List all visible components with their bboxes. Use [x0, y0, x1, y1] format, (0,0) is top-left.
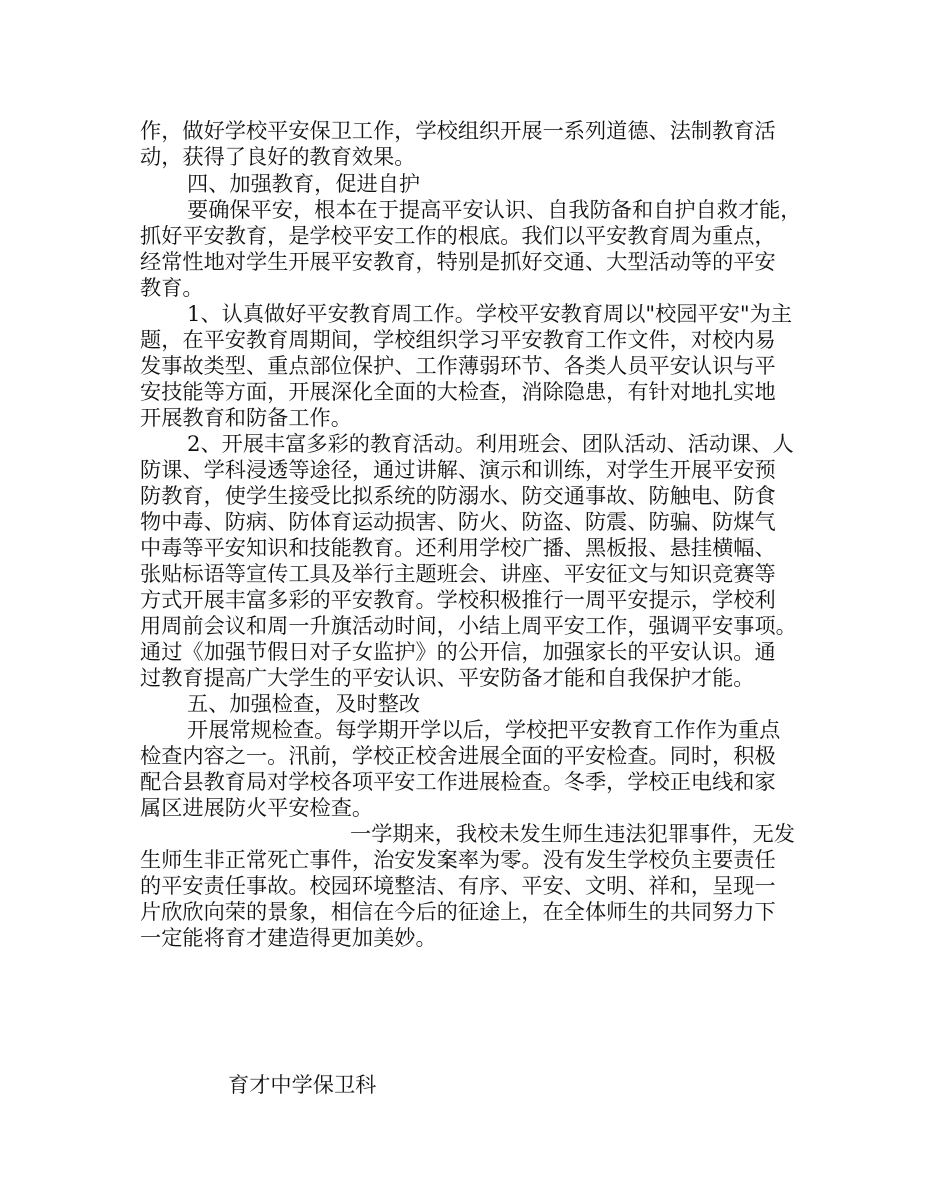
text-line: 2、开展丰富多彩的教育活动。利用班会、团队活动、活动课、人	[187, 431, 794, 456]
text-line: 方式开展丰富多彩的平安教育。学校积极推行一周平安提示，学校利	[140, 587, 776, 612]
text-line: 防教育，使学生接受比拟系统的防溺水、防交通事故、防触电、防食	[140, 483, 776, 508]
text-line: 开展常规检查。每学期开学以后，学校把平安教育工作作为重点	[187, 717, 781, 742]
text-line: 过教育提高广大学生的平安认识、平安防备才能和自我保护才能。	[140, 665, 755, 690]
text-line: 抓好平安教育，是学校平安工作的根底。我们以平安教育周为重点，	[140, 223, 776, 248]
text-line: 属区进展防火平安检查。	[140, 795, 374, 820]
text-line: 要确保平安，根本在于提高平安认识、自我防备和自护自救才能，	[187, 197, 802, 222]
text-line: 发事故类型、重点部位保护、工作薄弱环节、各类人员平安认识与平	[140, 353, 776, 378]
text-line: 教育。	[140, 275, 204, 300]
text-line: 1、认真做好平安教育周工作。学校平安教育周以"校园平安"为主	[187, 301, 793, 326]
text-line: 用周前会议和周一升旗活动时间，小结上周平安工作，强调平安事项。	[140, 613, 797, 638]
text-line: 张贴标语等宣传工具及举行主题班会、讲座、平安征文与知识竞赛等	[140, 561, 776, 586]
section-heading: 四、加强教育，促进自护	[187, 171, 421, 196]
text-line: 题，在平安教育周期间，学校组织学习平安教育工作文件，对校内易	[140, 327, 776, 352]
signature: 育才中学保卫科	[228, 1072, 377, 1097]
text-line: 经常性地对学生开展平安教育，特别是抓好交通、大型活动等的平安	[140, 249, 776, 274]
text-line: 通过《加强节假日对子女监护》的公开信，加强家长的平安认识。通	[140, 639, 776, 664]
text-line: 的平安责任事故。校园环境整洁、有序、平安、文明、祥和，呈现一	[140, 873, 776, 898]
text-line: 物中毒、防病、防体育运动损害、防火、防盗、防震、防骗、防煤气	[140, 509, 776, 534]
text-line: 作，做好学校平安保卫工作，学校组织开展一系列道德、法制教育活	[140, 118, 776, 143]
text-line: 配合县教育局对学校各项平安工作进展检查。冬季，学校正电线和家	[140, 769, 776, 794]
text-line: 片欣欣向荣的景象，相信在今后的征途上，在全体师生的共同努力下	[140, 899, 776, 924]
section-heading: 五、加强检查，及时整改	[187, 691, 421, 716]
text-line: 生师生非正常死亡事件，治安发案率为零。没有发生学校负主要责任	[140, 847, 776, 872]
text-line: 检查内容之一。汛前，学校正校舍进展全面的平安检查。同时，积极	[140, 743, 776, 768]
text-line: 开展教育和防备工作。	[140, 405, 352, 430]
text-line: 一定能将育才建造得更加美妙。	[140, 925, 437, 950]
text-line: 一学期来，我校未发生师生违法犯罪事件，无发	[350, 821, 795, 846]
text-line: 防课、学科浸透等途径，通过讲解、演示和训练，对学生开展平安预	[140, 457, 776, 482]
text-line: 动，获得了良好的教育效果。	[140, 144, 416, 169]
text-line: 中毒等平安知识和技能教育。还利用学校广播、黑板报、悬挂横幅、	[140, 535, 776, 560]
text-line: 安技能等方面，开展深化全面的大检查，消除隐患，有针对地扎实地	[140, 379, 776, 404]
